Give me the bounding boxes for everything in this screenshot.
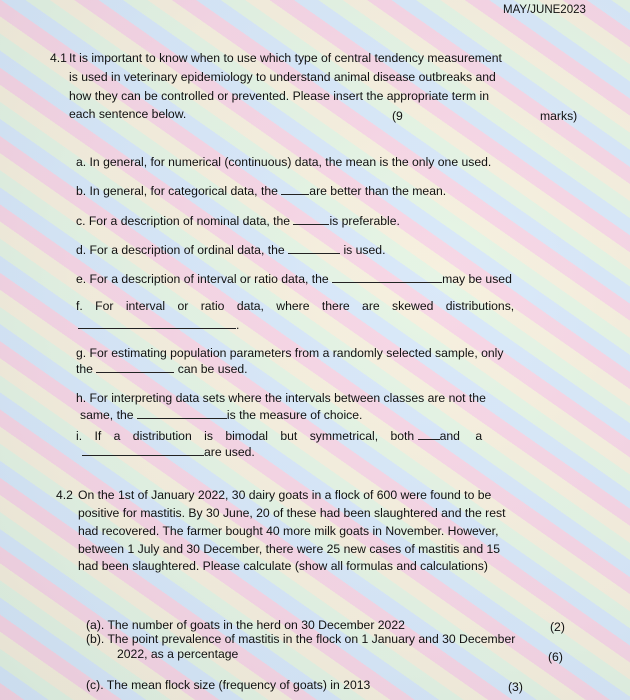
item-g-line2 bbox=[76, 361, 248, 377]
item-b-text: b. In general, for categorical data, the bbox=[76, 184, 278, 198]
item-f-line2 bbox=[78, 317, 239, 333]
item-h: h. For interpreting data sets where the intervals between classes are not the bbox=[76, 391, 486, 405]
part-b-line2: 2022, as a percentage bbox=[117, 647, 239, 661]
question-intro-line: each sentence below. bbox=[69, 107, 187, 121]
item-f: f. For interval or ratio data, where there are skewed distributions, bbox=[76, 299, 515, 313]
answer-blank[interactable] bbox=[293, 213, 329, 225]
question-intro-line: It is important to know when to use which type of central tendency measurement bbox=[69, 51, 502, 65]
question-text-line: positive for mastitis. By 30 June, 20 of these had been slaughtered and the rest bbox=[78, 506, 506, 520]
marks-label: (9 bbox=[392, 109, 403, 123]
item-c-text: c. For a description of nominal data, the bbox=[76, 214, 291, 228]
item-h-text: same, the bbox=[80, 408, 134, 422]
item-i-line2 bbox=[82, 444, 255, 460]
item-h-line2 bbox=[80, 407, 362, 423]
question-intro-line: is used in veterinary epidemiology to understand animal disease outbreaks and bbox=[69, 70, 496, 84]
item-g-text: can be used. bbox=[177, 362, 248, 376]
part-a-marks: (2) bbox=[550, 620, 565, 634]
item-i-text: i. If a distribution is bimodal but symmetrical, both bbox=[76, 429, 415, 443]
question-intro-line: how they can be controlled or prevented. Please insert the appropriate term in bbox=[69, 89, 490, 103]
exam-session-code: MAY/JUNE2023 bbox=[503, 4, 586, 16]
item-i-text: are used. bbox=[204, 445, 255, 459]
question-number: 4.1 bbox=[50, 51, 67, 65]
answer-blank[interactable] bbox=[78, 317, 236, 329]
question-number: 4.2 bbox=[56, 488, 73, 502]
item-e bbox=[76, 271, 512, 287]
item-g: g. For estimating population parameters from a randomly selected sample, only bbox=[76, 346, 504, 360]
item-a: a. In general, for numerical (continuous) data, the mean is the only one used. bbox=[76, 155, 492, 169]
item-i-text: and a bbox=[439, 429, 483, 443]
item-c bbox=[76, 213, 400, 229]
item-b bbox=[76, 183, 446, 199]
answer-blank[interactable] bbox=[288, 242, 340, 254]
answer-blank[interactable] bbox=[332, 271, 442, 283]
item-g-text: the bbox=[76, 362, 93, 376]
question-text-line: had recovered. The farmer bought 40 more milk goats in November. However, bbox=[78, 524, 499, 538]
answer-blank[interactable] bbox=[418, 428, 440, 440]
item-i bbox=[76, 428, 482, 444]
answer-blank[interactable] bbox=[82, 444, 204, 456]
item-e-text: e. For a description of interval or ratio data, the bbox=[76, 272, 329, 286]
item-d-text: d. For a description of ordinal data, the bbox=[76, 243, 285, 257]
part-c-marks: (3) bbox=[508, 680, 523, 694]
question-text-line: had been slaughtered. Please calculate (show all formulas and calculations) bbox=[78, 559, 488, 573]
part-b: (b). The point prevalence of mastitis in the flock on 1 January and 30 December bbox=[86, 632, 516, 646]
part-a: (a). The number of goats in the herd on 30 December 2022 bbox=[86, 618, 405, 632]
item-d-text: is used. bbox=[343, 243, 386, 257]
part-b-marks: (6) bbox=[548, 650, 563, 664]
question-text-line: between 1 July and 30 December, there were 25 new cases of mastitis and 15 bbox=[78, 542, 501, 556]
part-c: (c). The mean flock size (frequency of goats) in 2013 bbox=[86, 678, 371, 692]
item-f-text: . bbox=[236, 318, 240, 332]
item-d bbox=[76, 242, 385, 258]
item-c-text: is preferable. bbox=[329, 214, 400, 228]
item-b-text: are better than the mean. bbox=[309, 184, 447, 198]
item-h-text: is the measure of choice. bbox=[226, 408, 363, 422]
answer-blank[interactable] bbox=[281, 183, 309, 195]
marks-label: marks) bbox=[540, 109, 578, 123]
answer-blank[interactable] bbox=[96, 361, 174, 373]
item-e-text: may be used bbox=[442, 272, 512, 286]
question-text-line: On the 1st of January 2022, 30 dairy goats in a flock of 600 were found to be bbox=[78, 488, 492, 502]
answer-blank[interactable] bbox=[137, 407, 227, 419]
